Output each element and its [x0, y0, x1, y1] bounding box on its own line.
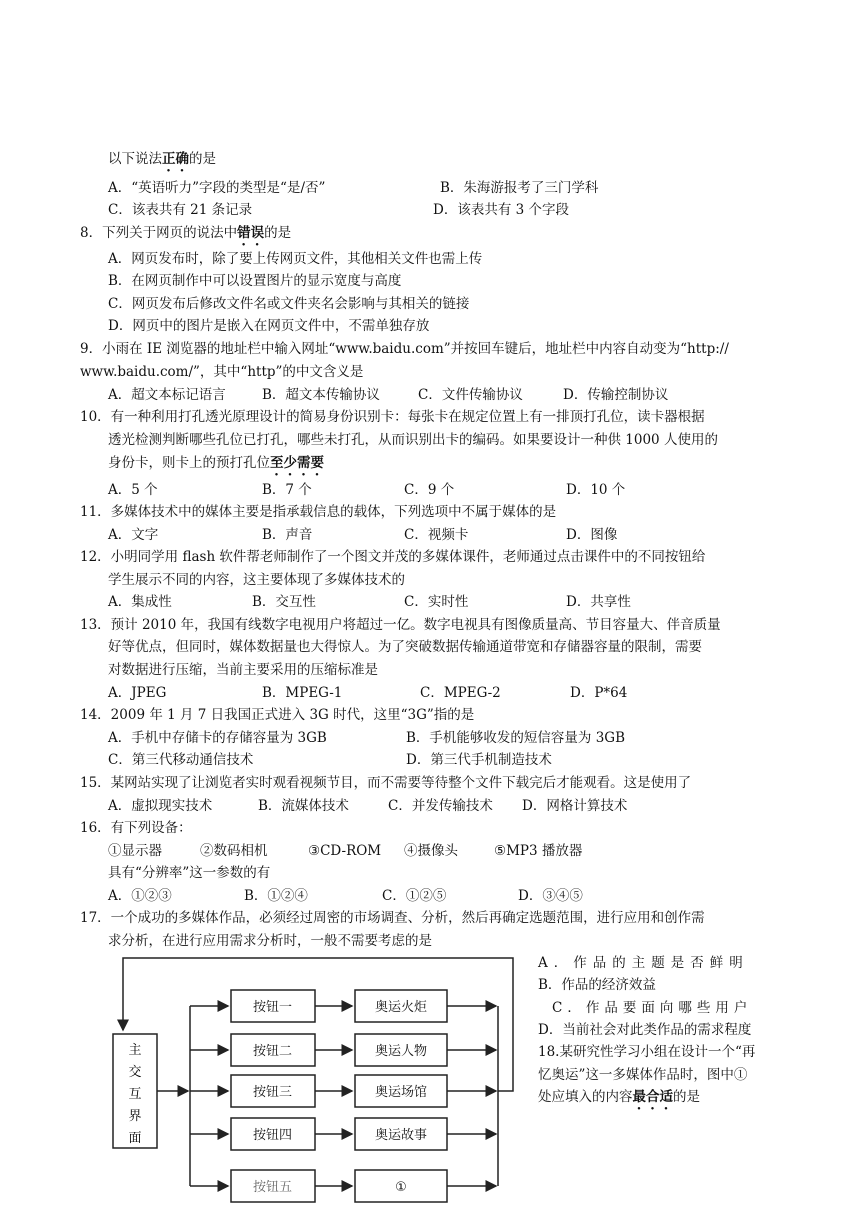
q14-option-d: D．第三代手机制造技术 — [406, 752, 552, 768]
q17-option-d: D．当前社会对此类作品的需求程度 — [538, 1022, 752, 1038]
q17-option-c: C．作品要面向哪些用户 — [552, 1000, 753, 1016]
q15-option-d: D．网格计算技术 — [522, 798, 628, 814]
q11-option-d: D．图像 — [566, 527, 618, 543]
q17-option-b: B．作品的经济效益 — [538, 977, 656, 993]
q18-stem-1: 18.某研究性学习小组在设计一个“再 — [538, 1044, 756, 1060]
q13-stem-2: 好等优点，但同时，媒体数据量也大得惊人。为了突破数据传输通道带宽和存储器容量的限制，需要 — [108, 639, 702, 655]
q16-device-5: ⑤MP3 播放器 — [494, 843, 583, 859]
q7-option-d: D．该表共有 3 个字段 — [433, 202, 569, 218]
main-interface-char: 面 — [128, 1131, 142, 1146]
q10-stem-2: 透光检测判断哪些孔位已打孔，哪些未打孔，从而识别出卡的编码。如果要设计一种供 1000 人使用的 — [108, 432, 718, 448]
button-label: 按钮二 — [253, 1044, 293, 1059]
button-label: 按钮一 — [253, 1000, 293, 1015]
q10-option-b: B．7 个 — [262, 482, 312, 498]
button-label: 按钮三 — [253, 1085, 293, 1100]
q12-option-d: D．共享性 — [566, 594, 631, 610]
emphasis-wrong: 错误 — [237, 225, 265, 241]
q12-option-c: C．实时性 — [404, 594, 469, 610]
q16-stem-2: 具有“分辨率”这一参数的有 — [108, 865, 271, 881]
q11-option-c: C．视频卡 — [404, 527, 469, 543]
q8-option-d: D．网页中的图片是嵌入在网页文件中，不需单独存放 — [108, 318, 430, 334]
q13-option-a: A．JPEG — [108, 685, 167, 701]
target-label: 奥运火炬 — [374, 1000, 428, 1015]
q8-option-b: B．在网页制作中可以设置图片的显示宽度与高度 — [108, 273, 402, 289]
q14-option-a: A．手机中存储卡的存储容量为 3GB — [108, 730, 327, 746]
q16-device-4: ④摄像头 — [404, 843, 458, 859]
emphasis-most-suitable: 最合适 — [632, 1089, 673, 1105]
target-label: 奥运故事 — [374, 1128, 428, 1143]
emphasis-correct: 正确 — [162, 151, 189, 167]
q16-option-c: C．①②⑤ — [382, 888, 447, 904]
q10-stem-3: 身份卡，则卡上的预打孔位至少需要 — [108, 455, 324, 471]
q16-device-3: ③CD-ROM — [308, 843, 382, 859]
q15-option-b: B．流媒体技术 — [258, 798, 349, 814]
q9-option-b: B．超文本传输协议 — [262, 387, 380, 403]
q11-stem: 11．多媒体技术中的媒体主要是指承载信息的载体，下列选项中不属于媒体的是 — [80, 504, 557, 520]
q14-stem: 14．2009 年 1 月 7 日我国正式进入 3G 时代，这里“3G”指的是 — [80, 707, 475, 723]
menu-structure-diagram — [108, 956, 528, 1216]
q12-option-b: B．交互性 — [252, 594, 316, 610]
button-label: 按钮四 — [253, 1128, 293, 1143]
q17-stem-1: 17．一个成功的多媒体作品，必须经过周密的市场调查、分析，然后再确定选题范围，进行应用和创作需 — [80, 910, 705, 926]
target-label: ① — [395, 1180, 407, 1195]
q14-option-b: B．手机能够收发的短信容量为 3GB — [406, 730, 626, 746]
q15-option-c: C．并发传输技术 — [388, 798, 493, 814]
q13-stem-1: 13．预计 2010 年，我国有线数字电视用户将超过一亿。数字电视具有图像质量高、节目容量大、伴音质量 — [80, 617, 721, 633]
intro-line: 以下说法正确的是 — [108, 151, 216, 167]
q16-device-1: ①显示器 — [108, 843, 162, 859]
q10-stem-1: 10．有一种利用打孔透光原理设计的简易身份识别卡：每张卡在规定位置上有一排顶打孔位，读卡器根据 — [80, 409, 705, 425]
q18-stem-2: 忆奥运”这一多媒体作品时，图中① — [538, 1067, 748, 1083]
q16-stem: 16．有下列设备： — [80, 820, 192, 836]
q13-stem-3: 对数据进行压缩，当前主要采用的压缩标准是 — [108, 662, 378, 678]
q10-option-c: C．9 个 — [404, 482, 455, 498]
q16-option-a: A．①②③ — [108, 888, 172, 904]
q7-option-b: B．朱海游报考了三门学科 — [440, 180, 599, 196]
q7-option-c: C．该表共有 21 条记录 — [108, 202, 253, 218]
q15-stem: 15．某网站实现了让浏览者实时观看视频节目，而不需要等待整个文件下载完后才能观看。这是使用了 — [80, 775, 692, 791]
q9-option-a: A．超文本标记语言 — [108, 387, 226, 403]
target-label: 奥运场馆 — [374, 1085, 428, 1100]
q11-option-a: A．文字 — [108, 527, 159, 543]
q9-stem-2: www.baidu.com/”，其中“http”的中文含义是 — [80, 364, 364, 380]
q17-stem-2: 求分析，在进行应用需求分析时，一般不需要考虑的是 — [108, 933, 432, 949]
q10-option-a: A．5 个 — [108, 482, 158, 498]
q7-option-a: A．“英语听力”字段的类型是“是/否” — [108, 180, 326, 196]
q12-option-a: A．集成性 — [108, 594, 172, 610]
q8-option-a: A．网页发布时，除了要上传网页文件，其他相关文件也需上传 — [108, 251, 483, 267]
q16-device-2: ②数码相机 — [200, 843, 268, 859]
q8-stem: 8．下列关于网页的说法中错误的是 — [80, 225, 292, 241]
button-label: 按钮五 — [253, 1180, 293, 1195]
q13-option-d: D．P*64 — [570, 685, 628, 701]
q9-stem-1: 9．小雨在 IE 浏览器的地址栏中输入网址“www.baidu.com”并按回车键后，地址栏中内容自动变为“http:// — [80, 341, 729, 357]
q14-option-c: C．第三代移动通信技术 — [108, 752, 254, 768]
main-interface-char: 主 — [128, 1043, 142, 1058]
q15-option-a: A．虚拟现实技术 — [108, 798, 213, 814]
q16-option-d: D．③④⑤ — [518, 888, 583, 904]
q9-option-d: D．传输控制协议 — [563, 387, 669, 403]
q16-option-b: B．①②④ — [244, 888, 308, 904]
q10-option-d: D．10 个 — [566, 482, 626, 498]
main-interface-char: 交 — [128, 1065, 142, 1080]
q8-option-c: C．网页发布后修改文件名或文件夹名会影响与其相关的链接 — [108, 296, 470, 312]
main-interface-char: 互 — [128, 1087, 142, 1102]
q9-option-c: C．文件传输协议 — [418, 387, 523, 403]
emphasis-at-least: 至少需要 — [270, 455, 324, 471]
feedback-line — [123, 958, 513, 1091]
q17-option-a: A．作品的主题是否鲜明 — [538, 955, 749, 971]
q13-option-c: C．MPEG-2 — [420, 685, 501, 701]
main-interface-char: 界 — [128, 1109, 142, 1124]
target-label: 奥运人物 — [374, 1044, 428, 1059]
q11-option-b: B．声音 — [262, 527, 313, 543]
q12-stem-1: 12．小明同学用 flash 软件帮老师制作了一个图文并茂的多媒体课件，老师通过点击课件中的不同按钮给 — [80, 549, 706, 565]
q12-stem-2: 学生展示不同的内容，这主要体现了多媒体技术的 — [108, 572, 405, 588]
q18-stem-3: 处应填入的内容最合适的是 — [538, 1089, 700, 1105]
q13-option-b: B．MPEG-1 — [262, 685, 343, 701]
